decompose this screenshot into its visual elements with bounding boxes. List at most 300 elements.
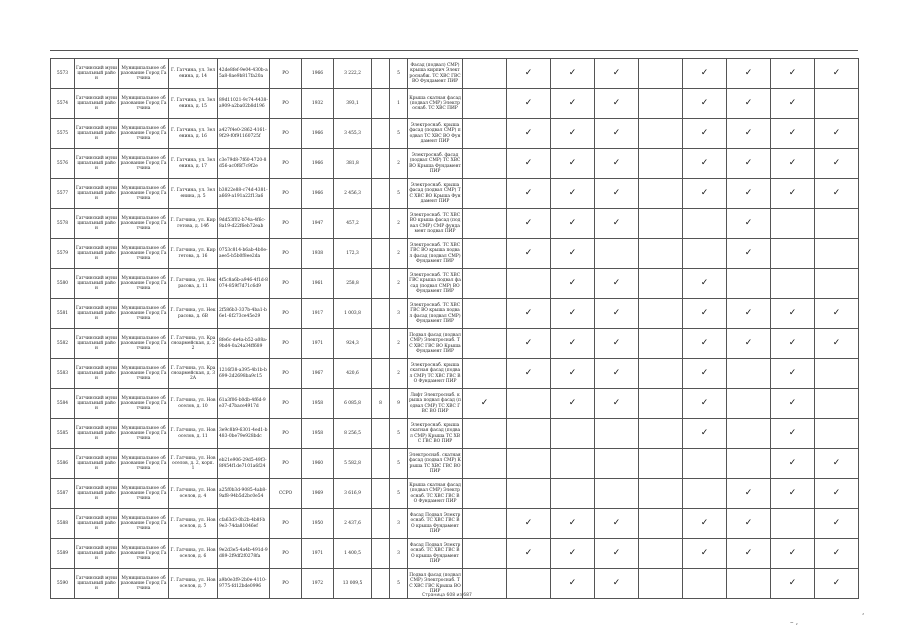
checkmark-icon: ✓ [612,518,621,528]
check-cell [551,569,595,599]
checkmark-icon: ✓ [480,398,489,408]
check-cell [507,359,551,389]
check-cell [639,479,683,509]
row-number: 5584 [51,389,75,419]
count-cell [372,209,390,239]
district-cell: Гатчинский муниципальный район [75,269,119,299]
checkmark-icon: ✓ [700,548,709,558]
row-number: 5583 [51,359,75,389]
address-cell: Г. Гатчина, ул. Новоселов, д. 6 [169,539,218,569]
check-cell [639,119,683,149]
checkmark-icon: ✓ [612,188,621,198]
check-cell [771,419,815,449]
count-cell [372,449,390,479]
check-cell [815,239,859,269]
check-cell [639,389,683,419]
check-cell [727,569,771,599]
floors-cell: 2 [390,149,408,179]
table-row [51,329,859,359]
table-row [51,239,859,269]
municipality-cell: Муниципальное образование Город Гатчина [119,359,169,389]
check-cell [771,449,815,479]
year-cell: 1966 [302,59,334,89]
checkmark-icon: ✓ [832,158,841,168]
checkmark-icon: ✓ [568,158,577,168]
checkmark-icon: ✓ [700,128,709,138]
municipality-cell: Муниципальное образование Город Гатчина [119,89,169,119]
address-cell: Г. Гатчина, ул. Новоселов, д. 2, корп. 1 [169,449,218,479]
check-cell [771,149,815,179]
check-cell [463,479,507,509]
count-cell [372,89,390,119]
works-cell: Электроснаб. крыша фасад (подвал СМР) ТС ХВС ВО Крыша Фундамент ПИР [408,179,463,209]
checkmark-icon: ✓ [700,158,709,168]
check-cell [551,329,595,359]
check-cell [463,119,507,149]
year-cell: 1971 [302,329,334,359]
table-row [51,89,859,119]
district-cell: Гатчинский муниципальный район [75,329,119,359]
check-cell [683,299,727,329]
checkmark-icon: ✓ [524,98,533,108]
form-cell: РО [270,119,302,149]
check-cell [463,209,507,239]
check-cell [463,449,507,479]
municipality-cell: Муниципальное образование Город Гатчина [119,509,169,539]
area-cell: 1 003,8 [334,299,372,329]
works-cell: Электроснаб. крыша скатная фасад (подвал СМР) ТС ХВС ГВС ВО Фундамент ПИР [408,359,463,389]
address-cell: Г. Гатчина, ул. Киргетова, д. 14б [169,209,218,239]
table-row [51,419,859,449]
checkmark-icon: ✓ [788,578,797,588]
year-cell: 1972 [302,569,334,599]
guid-cell: a9b0e3f9-2b0e-4110-9775-fd12bde0996 [218,569,270,599]
checkmark-icon: ✓ [700,308,709,318]
form-cell: РО [270,329,302,359]
check-cell [683,389,727,419]
check-cell [507,539,551,569]
guid-cell: 1216f38-a395-4b1b-b699-2d2698ba9c15 [218,359,270,389]
row-number: 5587 [51,479,75,509]
check-cell [507,389,551,419]
checkmark-icon: ✓ [788,308,797,318]
checkmark-icon: ✓ [568,398,577,408]
check-cell [683,449,727,479]
municipality-cell: Муниципальное образование Город Гатчина [119,389,169,419]
checkmark-icon: ✓ [568,218,577,228]
checkmark-icon: ✓ [524,338,533,348]
floors-cell: 2 [390,269,408,299]
check-cell [463,539,507,569]
floors-cell: 5 [390,179,408,209]
checkmark-icon: ✓ [568,368,577,378]
guid-cell: 89d11021-9c74-4438-a909-a2ba02b8d196 [218,89,270,119]
year-cell: 1950 [302,509,334,539]
check-cell [683,509,727,539]
area-cell: 3 222,2 [334,59,372,89]
guid-cell: 4f5c8a6b-a946-4f1d-8074-859f7d71c6d9 [218,269,270,299]
check-cell [639,329,683,359]
check-cell [727,209,771,239]
municipality-cell: Муниципальное образование Город Гатчина [119,299,169,329]
check-cell [815,449,859,479]
check-cell [639,419,683,449]
table-row [51,299,859,329]
address-cell: Г. Гатчина, ул. Зеленина, д. 14 [169,59,218,89]
check-cell [639,569,683,599]
check-cell [683,119,727,149]
check-cell [683,329,727,359]
checkmark-icon: ✓ [524,158,533,168]
count-cell [372,539,390,569]
check-cell [463,389,507,419]
check-cell [463,269,507,299]
district-cell: Гатчинский муниципальный район [75,569,119,599]
check-cell [551,89,595,119]
works-cell: Лифт Электроснаб. крыша подвал фасад (подвал СМР) ТС ХВС ГВС ВО ПИР [408,389,463,419]
check-cell [551,509,595,539]
check-cell [683,569,727,599]
form-cell: РО [270,149,302,179]
count-cell [372,569,390,599]
district-cell: Гатчинский муниципальный район [75,149,119,179]
year-cell: 1932 [302,89,334,119]
check-cell [463,419,507,449]
floors-cell: 5 [390,479,408,509]
municipality-cell: Муниципальное образование Город Гатчина [119,59,169,89]
area-cell: 457,2 [334,209,372,239]
works-cell: Крыша скатная фасад (подвал СМР) Электроснаб. ТС ХВС ГВС ВО Фундамент ПИР [408,479,463,509]
check-cell [683,209,727,239]
check-cell [815,119,859,149]
checkmark-icon: ✓ [568,278,577,288]
check-cell [727,449,771,479]
check-cell [551,419,595,449]
checkmark-icon: ✓ [568,98,577,108]
checkmark-icon: ✓ [612,548,621,558]
checkmark-icon: ✓ [524,188,533,198]
floors-cell: 2 [390,239,408,269]
check-cell [639,209,683,239]
checkmark-icon: ✓ [612,128,621,138]
address-cell: Г. Гатчина, ул. Красноармейская, д. 32А [169,359,218,389]
year-cell: 1938 [302,239,334,269]
municipality-cell: Муниципальное образование Город Гатчина [119,419,169,449]
check-cell [815,89,859,119]
table-row [51,269,859,299]
works-cell: Фасад Подвал Электроснаб. ТС ХВС ГВС ВО крыша Фундамент ПИР [408,509,463,539]
check-cell [463,89,507,119]
table-row [51,149,859,179]
checkmark-icon: ✓ [832,338,841,348]
check-cell [551,539,595,569]
floors-cell: 2 [390,329,408,359]
guid-cell: 61a3f06-b0db-4f6d-9e37-d7bace4917d [218,389,270,419]
checkmark-icon: ✓ [744,488,753,498]
area-cell: 3 455,3 [334,119,372,149]
checkmark-icon: ✓ [788,188,797,198]
check-cell [551,119,595,149]
check-cell [507,299,551,329]
row-number: 5578 [51,209,75,239]
floors-cell: 5 [390,569,408,599]
district-cell: Гатчинский муниципальный район [75,509,119,539]
check-cell [727,479,771,509]
checkmark-icon: ✓ [744,248,753,258]
table-row [51,209,859,239]
check-cell [463,179,507,209]
form-cell: РО [270,239,302,269]
floors-cell: 3 [390,539,408,569]
table-top-rule [50,50,858,51]
works-cell: Крыша скатная фасад (подвал СМР) Электроснаб. ТС ХВС ПИР [408,89,463,119]
count-cell [372,149,390,179]
check-cell [595,329,639,359]
works-cell: Электроснаб. ТС ХВС ГВС ВО крыша подвал фасад (подвал СМР) Фундамент ПИР [408,239,463,269]
checkmark-icon: ✓ [832,578,841,588]
check-cell [771,119,815,149]
check-cell [551,209,595,239]
scan-mark: ‚ [862,608,865,616]
check-cell [463,359,507,389]
check-cell [639,299,683,329]
address-cell: Г. Гатчина, ул. Зеленина, д. 17 [169,149,218,179]
row-number: 5590 [51,569,75,599]
check-cell [727,269,771,299]
area-cell: 8 256,5 [334,419,372,449]
check-cell [771,239,815,269]
checkmark-icon: ✓ [524,218,533,228]
check-cell [551,59,595,89]
scan-mark: – ‚ [790,618,798,626]
checkmark-icon: ✓ [788,158,797,168]
form-cell: РО [270,539,302,569]
year-cell: 1971 [302,539,334,569]
check-cell [595,299,639,329]
check-cell [639,89,683,119]
municipality-cell: Муниципальное образование Город Гатчина [119,479,169,509]
form-cell: РО [270,389,302,419]
check-cell [595,209,639,239]
works-cell: Электроснаб. крыша фасад (подвал СМР) подвал ТС ХВС ВО Фундамент ПИР [408,119,463,149]
table-row [51,509,859,539]
district-cell: Гатчинский муниципальный район [75,179,119,209]
checkmark-icon: ✓ [612,398,621,408]
check-cell [771,299,815,329]
checkmark-icon: ✓ [700,98,709,108]
address-cell: Г. Гатчина, ул. Киргетова, д. 16 [169,239,218,269]
guid-cell: 9e2d3e5-4a4b-491d-9d89-2f9df2f0278fa [218,539,270,569]
address-cell: Г. Гатчина, ул. Зеленина, д. 5 [169,179,218,209]
year-cell: 1947 [302,209,334,239]
check-cell [507,209,551,239]
floors-cell: 9 [390,389,408,419]
check-cell [463,239,507,269]
check-cell [771,269,815,299]
checkmark-icon: ✓ [612,338,621,348]
row-number: 5573 [51,59,75,89]
checkmark-icon: ✓ [788,428,797,438]
count-cell [372,509,390,539]
works-cell: Электроснаб. скатная фасад (подвал СМР) Крыша ТС ХВС ГВС ВО ПИР [408,449,463,479]
check-cell [507,89,551,119]
year-cell: 1958 [302,389,334,419]
municipality-cell: Муниципальное образование Город Гатчина [119,149,169,179]
guid-cell: b3822e88-c74d-4381-a669-a191a22f13a6 [218,179,270,209]
check-cell [507,59,551,89]
checkmark-icon: ✓ [744,128,753,138]
check-cell [595,59,639,89]
check-cell [683,539,727,569]
row-number: 5589 [51,539,75,569]
guid-cell: 0753c814-b6ab-4b0e-aee5-b5b0f8ee2da [218,239,270,269]
check-cell [815,509,859,539]
address-cell: Г. Гатчина, ул. Новоселов, д. 7 [169,569,218,599]
check-cell [639,149,683,179]
check-cell [507,419,551,449]
checkmark-icon: ✓ [788,98,797,108]
address-cell: Г. Гатчина, ул. Новоселов, д. 10 [169,389,218,419]
check-cell [815,329,859,359]
check-cell [639,449,683,479]
check-cell [771,209,815,239]
check-cell [815,569,859,599]
check-cell [771,509,815,539]
area-cell: 393,1 [334,89,372,119]
check-cell [551,269,595,299]
count-cell [372,179,390,209]
checkmark-icon: ✓ [788,368,797,378]
check-cell [683,149,727,179]
district-cell: Гатчинский муниципальный район [75,119,119,149]
check-cell [507,149,551,179]
checkmark-icon: ✓ [744,218,753,228]
address-cell: Г. Гатчина, ул. Зеленина, д. 15 [169,89,218,119]
checkmark-icon: ✓ [524,308,533,318]
district-cell: Гатчинский муниципальный район [75,299,119,329]
checkmark-icon: ✓ [700,278,709,288]
check-cell [815,209,859,239]
row-number: 5586 [51,449,75,479]
year-cell: 1966 [302,119,334,149]
table-row [51,539,859,569]
check-cell [815,359,859,389]
address-cell: Г. Гатчина, ул. Новоселов, д. 11 [169,419,218,449]
check-cell [551,149,595,179]
checkmark-icon: ✓ [568,548,577,558]
checkmark-icon: ✓ [700,68,709,78]
register-table-body [51,59,859,599]
count-cell [372,359,390,389]
year-cell: 1960 [302,449,334,479]
count-cell [372,119,390,149]
address-cell: Г. Гатчина, ул. Некрасова, д. 6В [169,299,218,329]
count-cell [372,239,390,269]
checkmark-icon: ✓ [832,308,841,318]
checkmark-icon: ✓ [612,158,621,168]
checkmark-icon: ✓ [612,308,621,318]
check-cell [771,359,815,389]
check-cell [507,179,551,209]
row-number: 5582 [51,329,75,359]
district-cell: Гатчинский муниципальный район [75,389,119,419]
district-cell: Гатчинский муниципальный район [75,239,119,269]
checkmark-icon: ✓ [832,548,841,558]
checkmark-icon: ✓ [700,428,709,438]
check-cell [727,299,771,329]
check-cell [463,329,507,359]
checkmark-icon: ✓ [744,158,753,168]
check-cell [683,359,727,389]
checkmark-icon: ✓ [524,368,533,378]
table-row [51,359,859,389]
district-cell: Гатчинский муниципальный район [75,209,119,239]
guid-cell: c3e79d8-7f60-4720-8d56-ac0f6f7c9f2e [218,149,270,179]
row-number: 5575 [51,119,75,149]
checkmark-icon: ✓ [744,98,753,108]
area-cell: 2 437,6 [334,509,372,539]
check-cell [727,89,771,119]
checkmark-icon: ✓ [612,368,621,378]
checkmark-icon: ✓ [744,338,753,348]
works-cell: Электроснаб. ТС ХВС ГВС крыша подвал фасад (подвал СМР) ВО Фундамент ПИР [408,269,463,299]
guid-cell: cfa63d3-0b2b-4b8f-b9e3-74da81046ef [218,509,270,539]
check-cell [815,59,859,89]
checkmark-icon: ✓ [744,68,753,78]
row-number: 5580 [51,269,75,299]
floors-cell: 5 [390,419,408,449]
check-cell [639,539,683,569]
area-cell: 1 400,5 [334,539,372,569]
floors-cell: 5 [390,119,408,149]
row-number: 5577 [51,179,75,209]
check-cell [507,329,551,359]
form-cell: РО [270,449,302,479]
check-cell [771,179,815,209]
municipality-cell: Муниципальное образование Город Гатчина [119,179,169,209]
check-cell [727,419,771,449]
row-number: 5585 [51,419,75,449]
form-cell: РО [270,569,302,599]
checkmark-icon: ✓ [524,548,533,558]
checkmark-icon: ✓ [612,68,621,78]
check-cell [683,269,727,299]
check-cell [771,539,815,569]
works-cell: Электроснаб. ТС ХВС ГВС ВО крыша подвал фасад (подвал СМР) Фундамент ПИР [408,299,463,329]
year-cell: 1961 [302,269,334,299]
checkmark-icon: ✓ [832,488,841,498]
works-cell: Фасад (подвал) СМР) крыша кирпич Электроснабж. ТС ХВС ГВС ВО Фундамент ПИР [408,59,463,89]
form-cell: РО [270,89,302,119]
form-cell: ССРО [270,479,302,509]
check-cell [639,509,683,539]
floors-cell: 5 [390,449,408,479]
check-cell [463,509,507,539]
check-cell [507,569,551,599]
checkmark-icon: ✓ [612,218,621,228]
table-row [51,479,859,509]
checkmark-icon: ✓ [524,68,533,78]
checkmark-icon: ✓ [568,518,577,528]
checkmark-icon: ✓ [524,518,533,528]
checkmark-icon: ✓ [700,188,709,198]
check-cell [727,59,771,89]
check-cell [683,179,727,209]
check-cell [815,269,859,299]
check-cell [683,239,727,269]
district-cell: Гатчинский муниципальный район [75,359,119,389]
area-cell: 924,3 [334,329,372,359]
